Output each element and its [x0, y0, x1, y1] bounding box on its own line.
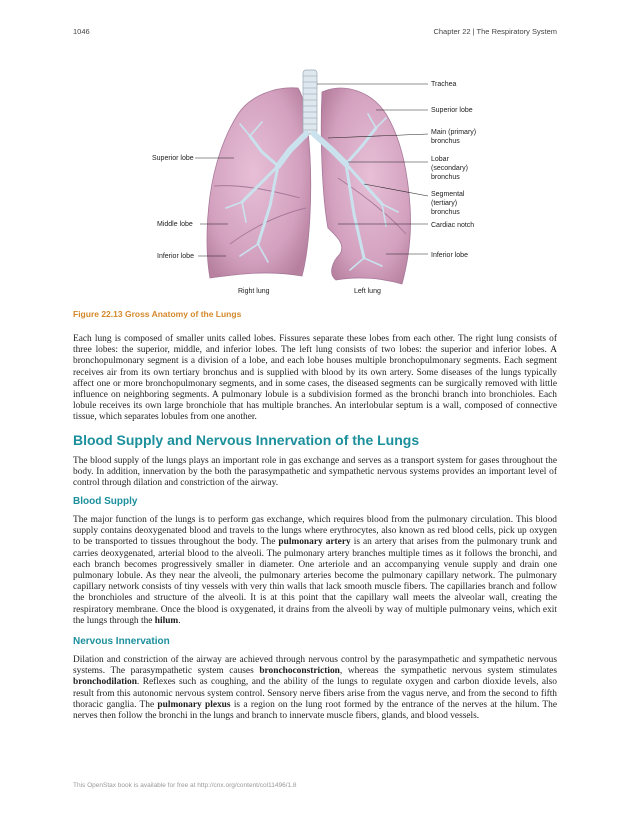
right-lung-shape [207, 88, 311, 278]
section-heading: Blood Supply and Nervous Innervation of the Lungs [73, 432, 420, 448]
lobes-paragraph: Each lung is composed of smaller units called lobes. Fissures separate these lobes from each other. The right lung consists of three lobes: the superior, middle, and inferior lobes. The left lung consists of two lobes: the superior and inferior lobes. A bronchopulmonary segment is a division of a lobe, and each lobe houses multiple bronchopulmonary segments. Each segment receives air from its own tertiary bronchus and is supplied with blood by its own artery. Some diseases of the lungs typically affect one or more bronchopulmonary segments, and in some cases, the diseased segments can be surgically removed with little influence on neighboring segments. A pulmonary lobule is a subdivision formed as the bronchi branch into bronchioles. Each lobule receives its own large bronchiole that has multiple branches. An interlobular septum is a wall, composed of connective tissue, which separates lobules from one another. [73, 334, 557, 423]
label-right-lung: Right lung [238, 288, 270, 295]
label-inferior-lobe-left: Inferior lobe [157, 253, 194, 260]
trachea-shape [303, 70, 317, 134]
label-superior-lobe-right: Superior lobe [431, 107, 473, 114]
lungs-illustration [150, 66, 490, 298]
blood-supply-heading: Blood Supply [73, 496, 138, 507]
term-hilum: hilum [154, 615, 179, 626]
label-lobar-1: Lobar [431, 156, 449, 163]
label-trachea: Trachea [431, 81, 457, 88]
label-left-lung: Left lung [354, 288, 381, 295]
label-segmental-1: Segmental [431, 191, 465, 198]
label-lobar-3: bronchus [431, 174, 460, 181]
footer-note: This OpenStax book is available for free at http://cnx.org/content/col11496/1.8 [73, 782, 297, 789]
page-number: 1046 [73, 27, 90, 36]
nervous-innervation-paragraph: Dilation and constriction of the airway are achieved through nervous control by the parasympathetic and sympathetic nervous systems. The parasympathetic system causes bronchoconstriction, whereas the sympathetic nervous system stimulates bronchodilation. Reflexes such as coughing, and the ability of the lungs to regulate oxygen and carbon dioxide levels, also result from this autonomic nervous system control. Sensory nerve fibers arise from the vagus nerve, and from the second to fifth thoracic ganglia. The pulmonary plexus is a region on the lung root formed by the entrance of the nerves at the hilum. The nerves then follow the bronchi in the lungs and branch to innervate muscle fibers, glands, and blood vessels. [73, 655, 557, 722]
label-superior-lobe-left: Superior lobe [152, 155, 194, 162]
term-bronchoconstriction: bronchoconstriction [259, 666, 340, 677]
term-pulmonary-artery: pulmonary artery [278, 537, 351, 548]
blood-supply-paragraph: The major function of the lungs is to perform gas exchange, which requires blood from the pulmonary circulation. This blood supply contains deoxygenated blood and travels to the lungs where erythrocytes, also known as red blood cells, pick up oxygen to be transported to tissues throughout the body. The pulmonary artery is an artery that arises from the pulmonary trunk and carries deoxygenated, arterial blood to the alveoli. The pulmonary artery branches multiple times as it follows the bronchi, and each branch becomes progressively smaller in diameter. One arteriole and an accompanying venule supply and drain one pulmonary lobule. As they near the alveoli, the pulmonary arteries become the pulmonary capillary network. The pulmonary capillary network consists of tiny vessels with very thin walls that lack smooth muscle fibers. The capillaries branch and follow the bronchioles and structure of the alveoli. It is at this point that the capillary wall meets the alveolar wall, creating the respiratory membrane. Once the blood is oxygenated, it drains from the alveoli by way of multiple pulmonary veins, which exit the lungs through the hilum. [73, 515, 557, 626]
label-cardiac-notch: Cardiac notch [431, 222, 475, 229]
lungs-figure [150, 66, 490, 298]
label-segmental-3: bronchus [431, 209, 460, 216]
label-segmental-2: (tertiary) [431, 200, 458, 207]
section-intro-paragraph: The blood supply of the lungs plays an important role in gas exchange and serves as a transport system for gases throughout the body. In addition, innervation by the both the parasympathetic and sympathetic nervous systems provides an important level of control through dilation and constriction of the airway. [73, 456, 557, 489]
label-inferior-lobe-right: Inferior lobe [431, 252, 468, 259]
label-lobar-2: (secondary) [431, 165, 468, 172]
term-bronchodilation: bronchodilation [73, 677, 137, 688]
chapter-header: Chapter 22 | The Respiratory System [433, 27, 557, 36]
label-main-bronchus-1: Main (primary) [431, 129, 477, 136]
label-main-bronchus-2: bronchus [431, 138, 460, 145]
term-pulmonary-plexus: pulmonary plexus [157, 699, 231, 710]
nervous-innervation-heading: Nervous Innervation [73, 636, 170, 647]
label-middle-lobe: Middle lobe [157, 221, 193, 228]
figure-caption: Figure 22.13 Gross Anatomy of the Lungs [73, 309, 242, 319]
